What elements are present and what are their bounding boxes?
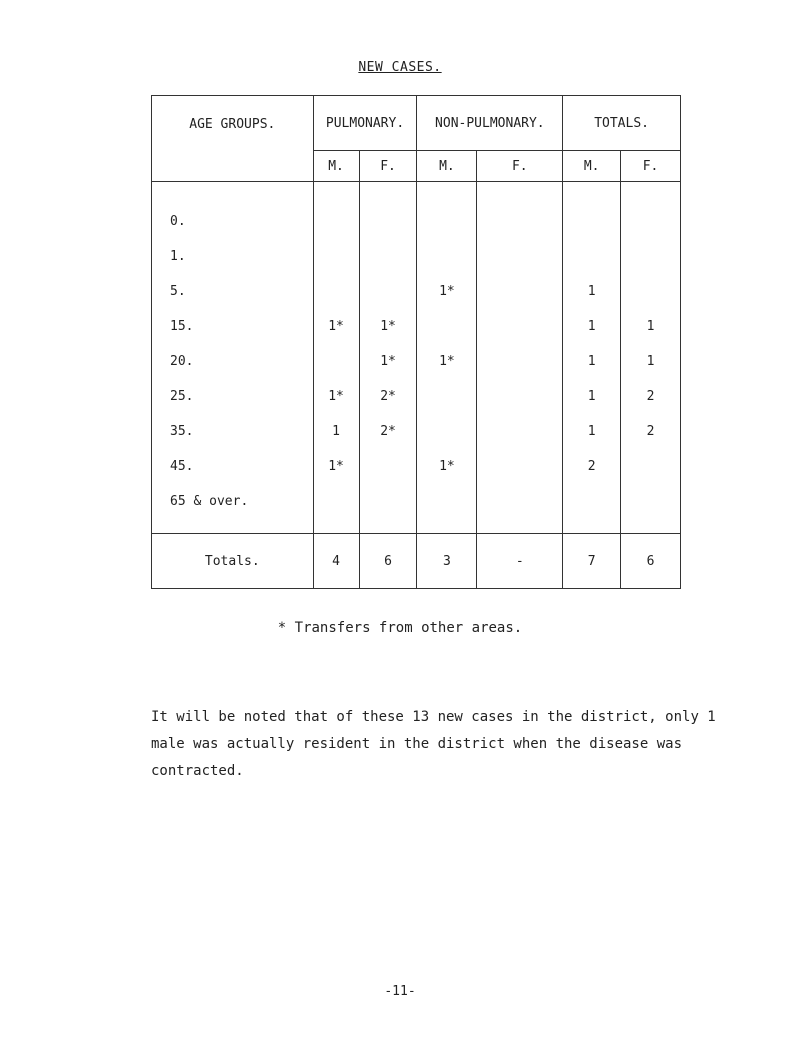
cell xyxy=(477,449,563,484)
cell xyxy=(313,182,359,240)
header-age-groups: AGE GROUPS. xyxy=(152,96,314,182)
cell xyxy=(417,414,477,449)
table-row xyxy=(152,344,681,379)
cell xyxy=(477,309,563,344)
cell xyxy=(417,484,477,534)
table-row xyxy=(152,449,681,484)
table-row xyxy=(152,484,681,534)
cell: 1* xyxy=(417,449,477,484)
cell: 4 xyxy=(313,534,359,589)
cell xyxy=(359,449,417,484)
cell xyxy=(313,484,359,534)
cell: - xyxy=(477,534,563,589)
cell: 1 xyxy=(563,309,621,344)
cell xyxy=(477,484,563,534)
cell: 1 xyxy=(563,414,621,449)
cell xyxy=(359,239,417,274)
header-non-pulmonary-f: F. xyxy=(477,151,563,182)
cell: 2 xyxy=(621,414,681,449)
cell xyxy=(359,274,417,309)
cell: 1* xyxy=(313,449,359,484)
cell: 1 xyxy=(563,274,621,309)
cell xyxy=(417,239,477,274)
cell: 1* xyxy=(359,344,417,379)
table-row xyxy=(152,414,681,449)
cell: 2 xyxy=(563,449,621,484)
age-cell: 25. xyxy=(152,379,314,414)
cell: 1 xyxy=(621,344,681,379)
cell xyxy=(621,449,681,484)
totals-row xyxy=(152,534,681,589)
cell xyxy=(621,239,681,274)
header-totals-m: M. xyxy=(563,151,621,182)
totals-label: Totals. xyxy=(152,534,314,589)
cell xyxy=(313,274,359,309)
age-cell: 0. xyxy=(152,182,314,240)
cell xyxy=(417,309,477,344)
cell xyxy=(563,239,621,274)
cell: 2* xyxy=(359,414,417,449)
cell: 2 xyxy=(621,379,681,414)
age-cell: 45. xyxy=(152,449,314,484)
header-pulmonary-m: M. xyxy=(313,151,359,182)
cell xyxy=(477,414,563,449)
header-pulmonary: PULMONARY. xyxy=(313,96,417,151)
cell: 1 xyxy=(313,414,359,449)
new-cases-table xyxy=(151,95,681,589)
table-row xyxy=(152,239,681,274)
page-title: NEW CASES. xyxy=(358,60,442,75)
cell xyxy=(313,239,359,274)
cell: 1* xyxy=(359,309,417,344)
cell: 6 xyxy=(621,534,681,589)
cell: 7 xyxy=(563,534,621,589)
table-row xyxy=(152,182,681,240)
cell xyxy=(417,182,477,240)
cell: 1 xyxy=(563,379,621,414)
cell: 6 xyxy=(359,534,417,589)
cell xyxy=(359,182,417,240)
header-non-pulmonary-m: M. xyxy=(417,151,477,182)
table-row xyxy=(152,274,681,309)
header-non-pulmonary: NON-PULMONARY. xyxy=(417,96,563,151)
cell: 1* xyxy=(417,344,477,379)
cell xyxy=(477,239,563,274)
cell: 1* xyxy=(313,379,359,414)
cell xyxy=(313,344,359,379)
cell: 1* xyxy=(313,309,359,344)
body-paragraph: It will be noted that of these 13 new cases in the district, only 1 male was actually resident in the district when the disease was contracted. xyxy=(151,709,716,779)
cell xyxy=(477,379,563,414)
footnote: * Transfers from other areas. xyxy=(277,620,523,636)
cell: 1 xyxy=(563,344,621,379)
cell: 3 xyxy=(417,534,477,589)
cell xyxy=(621,182,681,240)
page-number: -11- xyxy=(384,984,416,999)
table-row xyxy=(152,309,681,344)
age-cell: 5. xyxy=(152,274,314,309)
age-cell: 35. xyxy=(152,414,314,449)
cell xyxy=(621,274,681,309)
cell xyxy=(359,484,417,534)
cell xyxy=(417,379,477,414)
header-pulmonary-f: F. xyxy=(359,151,417,182)
age-cell: 65 & over. xyxy=(152,484,314,534)
cell: 2* xyxy=(359,379,417,414)
cell xyxy=(563,182,621,240)
cell xyxy=(563,484,621,534)
age-cell: 15. xyxy=(152,309,314,344)
cell xyxy=(477,274,563,309)
cell xyxy=(477,182,563,240)
header-totals: TOTALS. xyxy=(563,96,681,151)
cell: 1* xyxy=(417,274,477,309)
cell xyxy=(477,344,563,379)
table-row xyxy=(152,379,681,414)
age-cell: 20. xyxy=(152,344,314,379)
age-cell: 1. xyxy=(152,239,314,274)
cell xyxy=(621,484,681,534)
header-totals-f: F. xyxy=(621,151,681,182)
cell: 1 xyxy=(621,309,681,344)
